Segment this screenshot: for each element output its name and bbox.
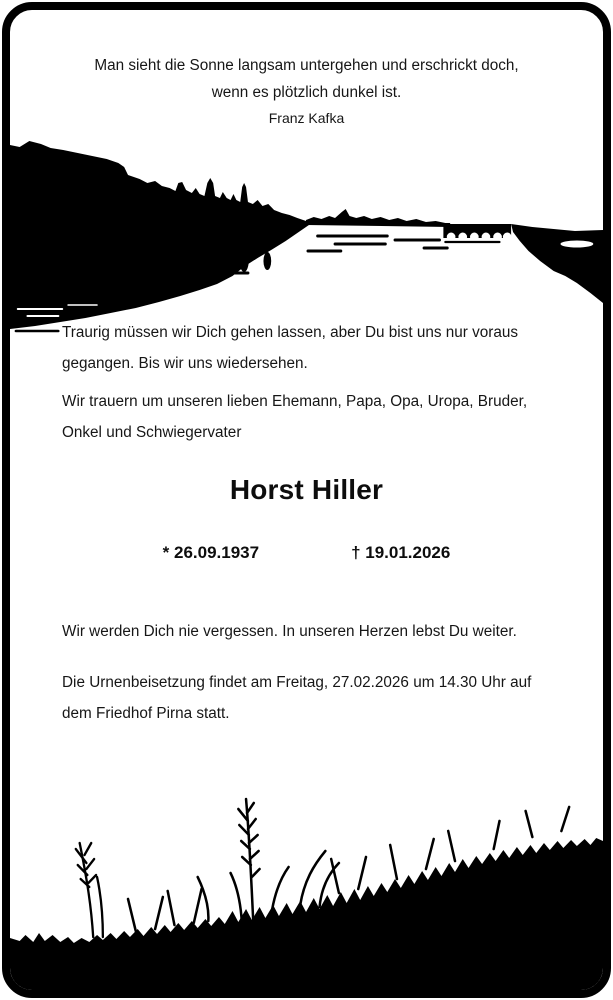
funeral-info-text: Die Urnenbeisetzung findet am Freitag, 27.02.2026 um 14.30 Uhr auf dem Friedhof Pirna statt. <box>62 674 532 722</box>
deceased-name: Horst Hiller <box>229 474 384 505</box>
grass-silhouette-image <box>10 785 603 990</box>
skyline-silhouette-image <box>10 133 603 338</box>
farewell-section <box>62 317 564 455</box>
mourning-text: Wir trauern um unseren lieben Ehemann, Papa, Opa, Uropa, Bruder, Onkel und Schwiegervater <box>62 393 528 441</box>
epigraph-line-1: Man sieht die Sonne langsam untergehen und erschrickt doch, <box>94 57 519 74</box>
life-dates <box>10 543 603 563</box>
farewell-text: Traurig müssen wir Dich gehen lassen, aber Du bist uns nur voraus gegangen. Bis wir uns wiedersehen. <box>62 324 519 372</box>
epigraph-author: Franz Kafka <box>268 110 345 126</box>
birth-date: * 26.09.1937 <box>162 543 260 562</box>
death-date: † 19.01.2026 <box>351 543 451 562</box>
remembrance-text: Wir werden Dich nie vergessen. In unseren Herzen lebst Du weiter. <box>62 623 517 640</box>
epigraph-line-2: wenn es plötzlich dunkel ist. <box>211 84 402 101</box>
epigraph <box>10 52 603 127</box>
notice-card <box>2 2 611 998</box>
